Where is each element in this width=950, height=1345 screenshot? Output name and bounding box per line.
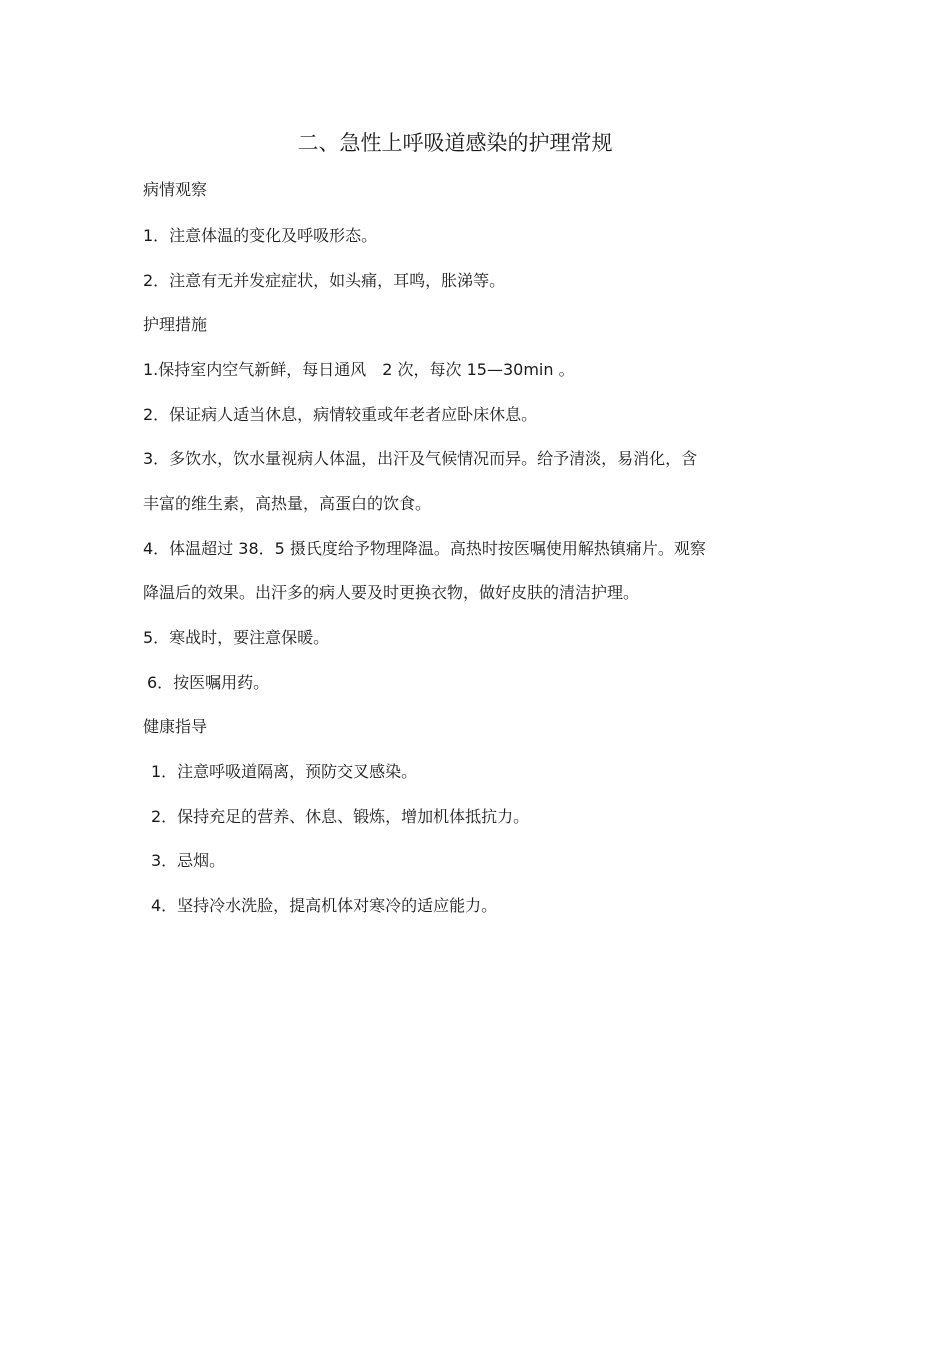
paragraph-line: 丰富的维生素，高热量，高蛋白的饮食。: [143, 494, 432, 513]
paragraph-line: 降温后的效果。出汗多的病人要及时更换衣物，做好皮肤的清洁护理。: [143, 583, 640, 602]
paragraph-line: 5．寒战时，要注意保暖。: [143, 628, 330, 647]
paragraph-line: 2．保持充足的营养、休息、锻炼，增加机体抵抗力。: [151, 807, 530, 826]
paragraph-line: 3．多饮水，饮水量视病人体温，出汗及气候情况而异。给予清淡，易消化，含: [143, 449, 698, 468]
paragraph-line: 1．注意呼吸道隔离，预防交叉感染。: [151, 762, 418, 781]
paragraph-line: 1．注意体温的变化及呼吸形态。: [143, 226, 378, 245]
paragraph-line: 4．坚持冷水洗脸，提高机体对寒冷的适应能力。: [151, 896, 498, 915]
paragraph-line: 2．保证病人适当休息，病情较重或年老者应卧床休息。: [143, 405, 538, 424]
section-heading-observation: 病情观察: [143, 180, 208, 199]
document-title: 二、急性上呼吸道感染的护理常规: [297, 131, 613, 155]
paragraph-line: 6．按医嘱用药。: [147, 673, 270, 692]
paragraph-line: 2．注意有无并发症症状，如头痛，耳鸣，胀涕等。: [143, 271, 506, 290]
paragraph-line: 4．体温超过 38．5 摄氏度给予物理降温。高热时按医嘱使用解热镇痛片。观察: [143, 539, 706, 558]
section-heading-health-guidance: 健康指导: [143, 717, 208, 736]
section-heading-measures: 护理措施: [143, 315, 208, 334]
paragraph-line: 1.保持室内空气新鲜，每日通风 2 次，每次 15—30min 。: [143, 360, 575, 379]
paragraph-line: 3．忌烟。: [151, 851, 226, 870]
